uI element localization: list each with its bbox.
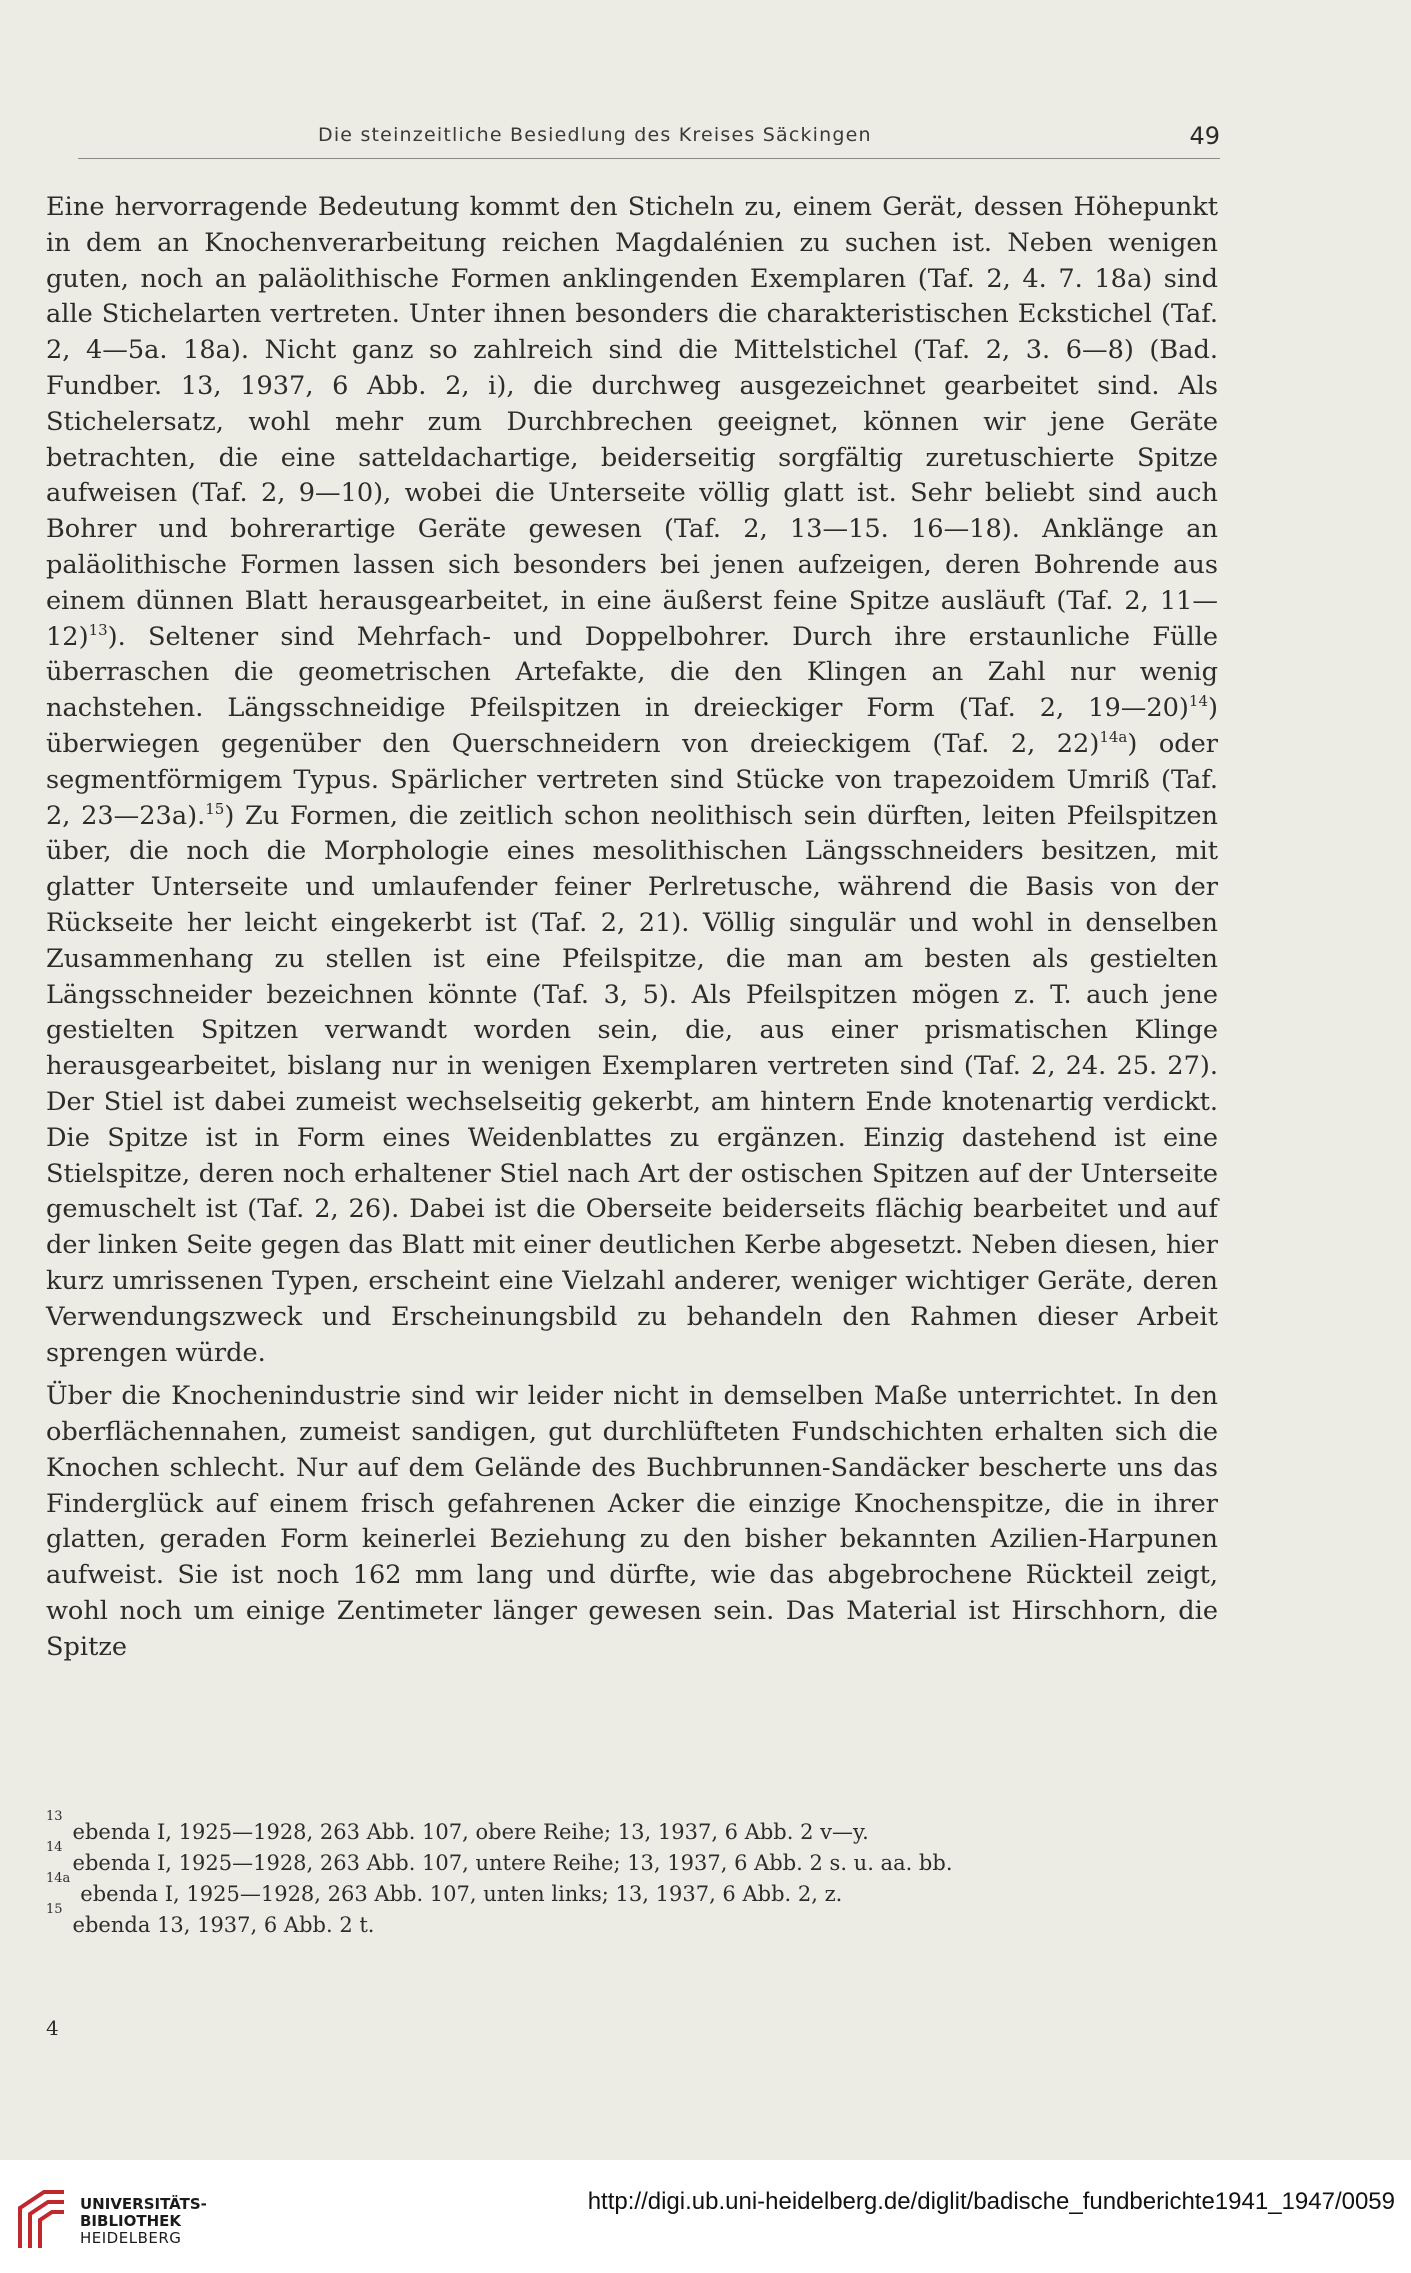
paragraph-knochenindustrie: Über die Knochenindustrie sind wir leider nicht in demselben Maße unterrichtet. In den oberflächennahen, zumeist sandigen, gut durchlüfteten Fundschichten erhalten sich die Knochen schlecht. Nur auf dem Gelände des Buchbrunnen-Sandäcker bescherte uns das Finderglück auf einem frisch gefahrenen Acker die einzige Knochenspitze, die in ihrer glatten, geraden Form keinerlei Beziehung zu den bisher bekannten Azilien-Harpunen aufweist. Sie ist noch 162 mm lang und dürfte, wie das abgebrochene Rückteil zeigt, wohl noch um einige Zentimeter länger gewesen sein. Das Material ist Hirschhorn, die Spitze (46, 1381, 1218, 1662)
signature-mark: 4 (46, 2016, 59, 2040)
footnote-item (46, 1809, 1218, 1848)
footnote-ref-15[interactable]: 15 (205, 799, 225, 818)
footnote-text: ebenda I, 1925—1928, 263 Abb. 107, obere Reihe; 13, 1937, 6 Abb. 2 v—y. (72, 1820, 869, 1844)
body-text (46, 190, 1218, 1666)
footnote-item (46, 1840, 1218, 1879)
footnote-mark: 15 (46, 1902, 63, 1917)
footnotes (46, 1809, 1218, 1941)
page-header (78, 118, 1220, 159)
footnote-text: ebenda 13, 1937, 6 Abb. 2 t. (72, 1913, 375, 1937)
footnote-ref-14[interactable]: 14 (1188, 692, 1208, 711)
footnote-mark: 14 (46, 1840, 63, 1855)
footnote-item (46, 1902, 1218, 1941)
footnote-mark: 14a (46, 1871, 71, 1886)
footnote-text: ebenda I, 1925—1928, 263 Abb. 107, unten links; 13, 1937, 6 Abb. 2, z. (80, 1882, 843, 1906)
footnote-mark: 13 (46, 1809, 63, 1824)
running-title: Die steinzeitliche Besiedlung des Kreises Säckingen (318, 124, 872, 146)
library-footer (0, 2160, 1411, 2273)
footnote-ref-14a[interactable]: 14a (1099, 727, 1128, 746)
source-url[interactable]: http://digi.ub.uni-heidelberg.de/diglit/badische_fundberichte1941_1947/0059 (587, 2188, 1395, 2215)
paragraph-stichel: Eine hervorragende Bedeutung kommt den Sticheln zu, einem Gerät, dessen Höhepunkt in dem an Knochenverarbeitung reichen Magdalénien zu suchen ist. Neben wenigen guten, noch an paläolithische Formen anklingenden Exemplaren (Taf. 2, 4. 7. 18a) sind alle Stichelarten vertreten. Unter ihnen besonders die charakteristischen Eckstichel (Taf. 2, 4—5a. 18a). Nicht ganz so zahlreich sind die Mittelstichel (Taf. 2, 3. 6—8) (Bad. Fundber. 13, 1937, 6 Abb. 2, i), die durchweg ausgezeichnet gearbeitet sind. Als Stichelersatz, wohl mehr zum Durchbrechen geeignet, können wir jene Geräte betrachten, die eine satteldachartige, beiderseitig sorgfältig zuretuschierte Spitze aufweisen (Taf. 2, 9—10), wobei die Unterseite völlig glatt ist. Sehr beliebt sind auch Bohrer und bohrerartige Geräte gewesen (Taf. 2, 13—15. 16—18). Anklänge an paläolithische Formen lassen sich besonders bei jenen aufzeigen, deren Bohrende aus einem dünnen Blatt herausgearbeitet, in eine äußerst feine Spitze ausläuft (Taf. 2, 11—12)$^{13}$). Seltener sind Mehrfach- und Doppelbohrer. Durch ihre erstaunliche Fülle überraschen die geometrischen Artefakte, die den Klingen an Zahl nur wenig nachstehen. Längsschneidige Pfeilspitzen in dreieckiger Form (Taf. 2, 19—20)$^{14}$) überwiegen gegenüber den Querschneidern von dreieckigem (Taf. 2, 22)$^{14a}$) oder segmentförmigem Typus. Spärlicher vertreten sind Stücke von trapezoidem Umriß (Taf. 2, 23—23a).$^{15}$) Zu Formen, die zeitlich schon neolithisch sein dürften, leiten Pfeilspitzen über, die noch die Morphologie eines mesolithischen Längsschneiders besitzen, mit glatter Unterseite und umlaufender feiner Perlretusche, während die Basis von der Rückseite her leicht eingekerbt ist (Taf. 2, 21). Völlig singulär und wohl in denselben Zusammenhang zu stellen ist eine Pfeilspitze, die man am besten als gestielten Längsschneider bezeichnen könnte (Taf. 3, 5). Als Pfeilspitzen mögen z. T. auch jene gestielten Spitzen verwandt worden sein, die, aus einer prismatischen Klinge herausgearbeitet, bislang nur in wenigen Exemplaren vertreten sind (Taf. 2, 24. 25. 27). Der Stiel ist dabei zumeist wechselseitig gekerbt, am hintern Ende knotenartig verdickt. Die Spitze ist in Form eines Weidenblattes zu ergänzen. Einzig dastehend ist eine Stielspitze, deren noch erhaltener Stiel nach Art der ostischen Spitzen auf der Unterseite gemuschelt ist (Taf. 2, 26). Dabei ist die Oberseite beiderseits flächig bearbeitet und auf der linken Seite gegen das Blatt mit einer deutlichen Kerbe abgesetzt. Neben diesen, hier kurz umrissenen Typen, erscheint eine Vielzahl anderer, weniger wichtiger Geräte, deren Verwendungszweck und Erscheinungsbild zu behandeln den Rahmen dieser Arbeit sprengen würde. (46, 192, 1218, 1368)
library-name: UNIVERSITÄTS- BIBLIOTHEK HEIDELBERG (80, 2195, 207, 2247)
library-logo-icon (14, 2186, 70, 2252)
footnote-text: ebenda I, 1925—1928, 263 Abb. 107, untere Reihe; 13, 1937, 6 Abb. 2 s. u. aa. bb. (72, 1851, 953, 1875)
footnote-ref-13[interactable]: 13 (88, 620, 108, 639)
footnote-item (46, 1871, 1218, 1910)
page-number: 49 (1189, 122, 1220, 150)
